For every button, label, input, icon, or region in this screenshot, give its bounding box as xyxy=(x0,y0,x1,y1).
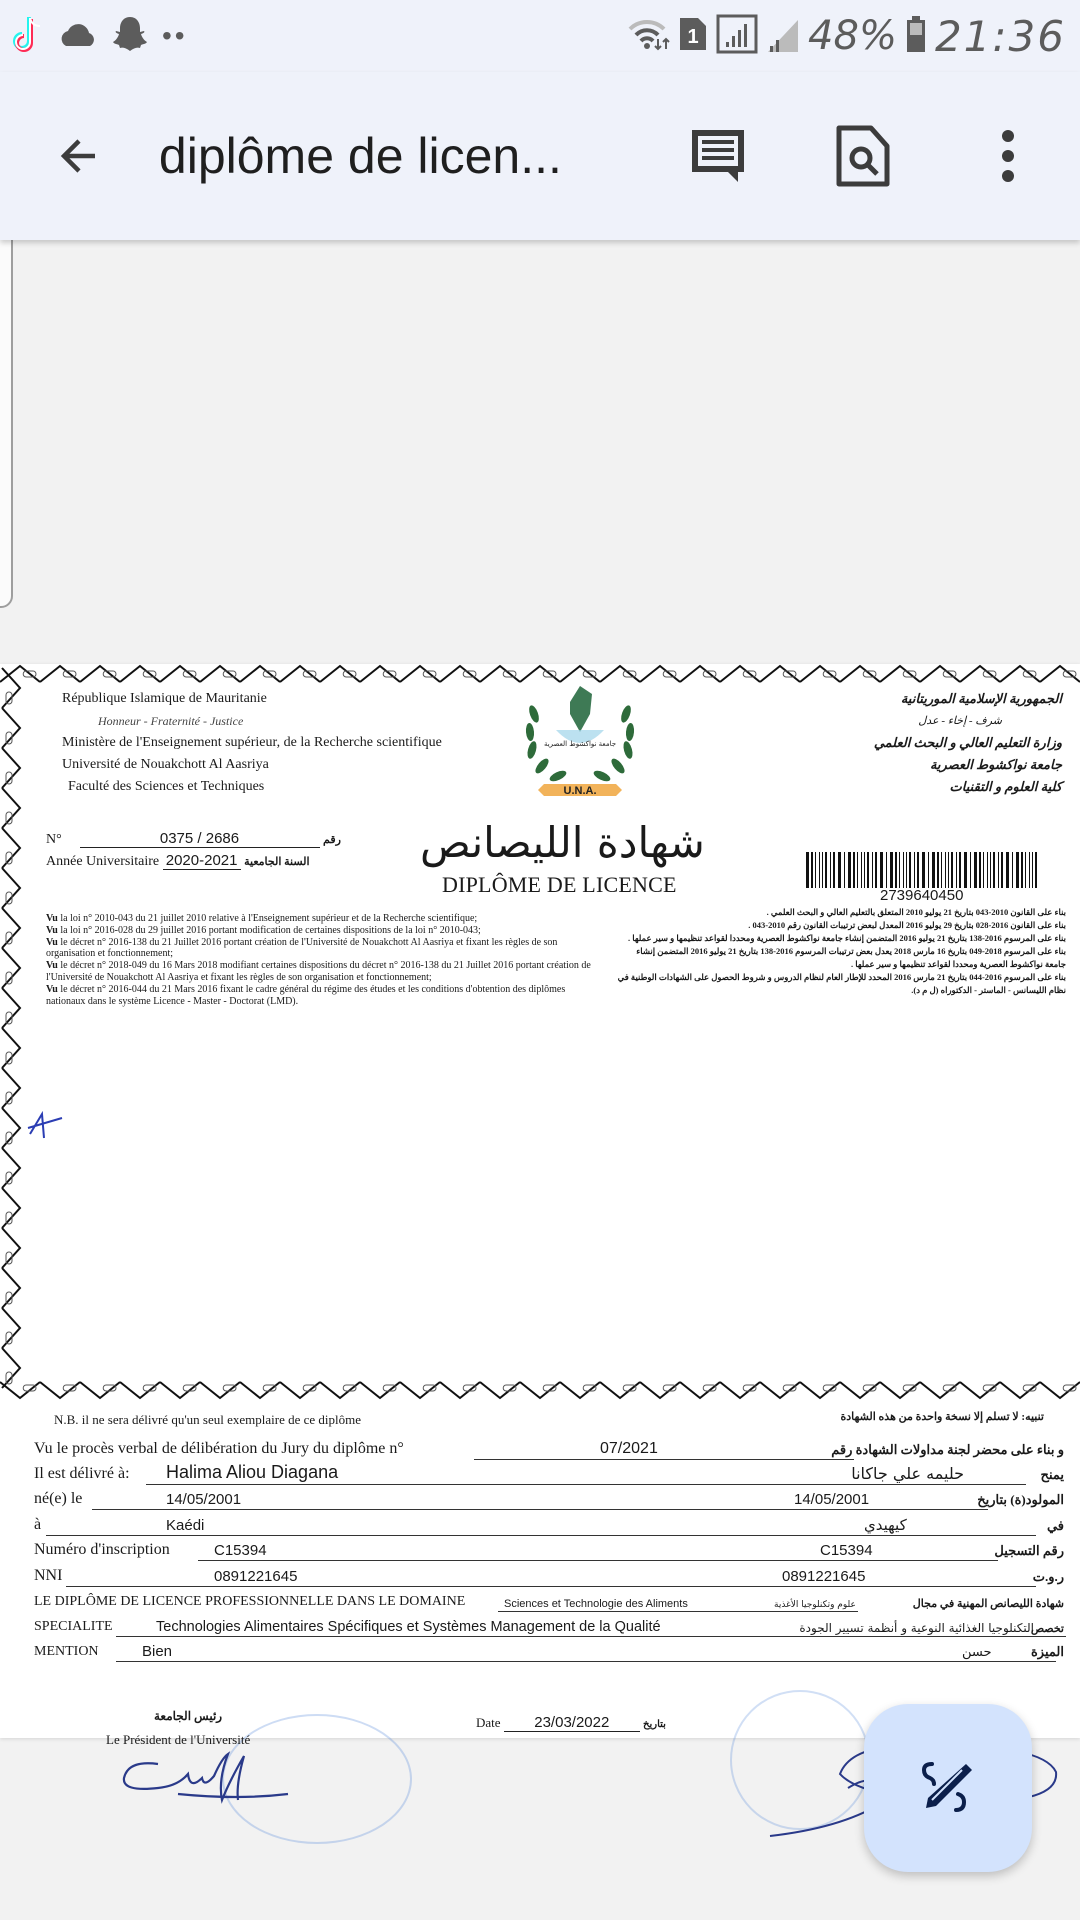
back-arrow-icon xyxy=(55,132,103,180)
speciality-value-fr: Technologies Alimentaires Spécifiques et Systèmes Management de la Qualité xyxy=(156,1619,661,1635)
jury-number: 07/2021 xyxy=(600,1440,658,1457)
document-viewer[interactable] xyxy=(0,240,1080,1920)
border-ornament xyxy=(360,1382,400,1398)
border-ornament xyxy=(2,1268,20,1308)
ornamental-border-top xyxy=(0,664,1080,686)
more-options-button[interactable] xyxy=(935,96,1080,216)
recipient-name-fr: Halima Aliou Diagana xyxy=(166,1462,339,1482)
motto-ar: شرف - إخاء - عدل xyxy=(918,715,1002,727)
barcode-bar xyxy=(1006,852,1009,888)
border-ornament xyxy=(560,1382,600,1398)
barcode-bar xyxy=(819,852,820,888)
barcode-bar xyxy=(970,852,971,888)
country-fr: République Islamique de Mauritanie xyxy=(62,691,267,706)
barcode-bar xyxy=(903,852,904,888)
birth-date-ar: 14/05/2001 xyxy=(794,1491,870,1508)
barcode-bar xyxy=(983,852,984,888)
more-vert-icon xyxy=(998,128,1018,184)
faculty-fr: Faculté des Sciences et Techniques xyxy=(68,779,265,794)
field-registration xyxy=(34,1539,1064,1561)
legal-references-french xyxy=(46,913,606,1007)
university-fr: Université de Nouakchott Al Aasriya xyxy=(62,757,269,772)
barcode-bar xyxy=(886,852,887,888)
jury-label-ar: و بناء على محضر لجنة مداولات الشهادة رقم xyxy=(831,1442,1064,1457)
border-ornament xyxy=(2,668,20,708)
initial-mark-signature xyxy=(26,1112,66,1142)
university-logo xyxy=(520,684,640,802)
faculty-ar: كلية العلوم و التقنيات xyxy=(949,779,1062,794)
barcode-bar xyxy=(895,852,897,888)
academic-year-label-fr: Année Universitaire xyxy=(46,854,160,869)
barcode-bar xyxy=(1016,852,1019,888)
svg-text:جامعة نواكشوط العصرية: جامعة نواكشوط العصرية xyxy=(543,740,617,748)
barcode-bar xyxy=(951,852,953,888)
barcode-bar xyxy=(914,852,915,888)
border-ornament xyxy=(920,1382,960,1398)
footer-note-arabic: تنبيه: لا تسلم إلا نسخة واحدة من هذه الشهادة xyxy=(840,1411,1044,1423)
border-ornament xyxy=(2,908,20,948)
border-ornament xyxy=(2,788,20,828)
barcode-bar xyxy=(1025,852,1026,888)
diploma-title-arabic: شهادة الليصانص xyxy=(420,818,705,867)
barcode-bar xyxy=(909,852,911,888)
border-ornament xyxy=(2,1028,20,1068)
barcode-bar xyxy=(830,852,831,888)
battery-icon xyxy=(905,14,927,59)
barcode-bar xyxy=(928,852,929,888)
birth-date-fr: 14/05/2001 xyxy=(166,1491,242,1508)
barcode-bar xyxy=(1029,852,1030,888)
tiktok-icon xyxy=(14,14,44,59)
academic-year-value: 2020-2021 xyxy=(163,852,241,870)
legal-reference-fr: Vu la loi n° 2016-028 du 29 juillet 2016 portant modification de certaines dispositions de la loi n° 2010-043; xyxy=(46,924,481,936)
app-bar xyxy=(0,72,1080,240)
barcode-bar xyxy=(899,852,900,888)
border-ornament xyxy=(400,1382,440,1398)
president-title-ar: رئيس الجامعة xyxy=(154,1709,223,1723)
find-in-page-icon xyxy=(835,124,891,188)
ornamental-border-left xyxy=(0,668,24,1388)
barcode-bar xyxy=(811,852,813,888)
speciality-label-fr: SPECIALITE xyxy=(34,1619,113,1634)
barcode-bar xyxy=(1032,852,1033,888)
barcode-bar xyxy=(990,852,991,888)
document-page[interactable] xyxy=(0,664,1080,1747)
mention-label-fr: MENTION xyxy=(34,1644,99,1659)
barcode-bar xyxy=(993,852,995,888)
barcode-bar xyxy=(987,852,988,888)
field-jury xyxy=(34,1438,1064,1460)
speciality-value-ar: التكنلوجيا الغذائية النوعية و أنظمة تسيير الجودة xyxy=(799,1621,1034,1635)
barcode-bar xyxy=(937,852,939,888)
diploma-certificate xyxy=(0,378,1080,1747)
border-ornament xyxy=(2,1148,20,1188)
field-birth-date xyxy=(34,1488,1064,1510)
barcode-bar xyxy=(861,852,862,888)
border-ornament xyxy=(2,988,20,1028)
date-row xyxy=(476,1714,666,1732)
signal-sim2-icon xyxy=(766,14,800,59)
barcode-bar xyxy=(806,852,809,888)
jury-label-fr: Vu le procès verbal de délibération du Jury du diplôme n° xyxy=(34,1440,404,1457)
academic-year-label-ar: السنة الجامعية xyxy=(244,856,310,868)
country-ar: الجمهورية الإسلامية الموريتانية xyxy=(900,691,1062,706)
nni-fr: 0891221645 xyxy=(214,1568,298,1585)
date-label-fr: Date xyxy=(476,1715,501,1730)
certificate-number-row xyxy=(46,830,341,848)
legal-references-arabic xyxy=(616,906,1066,997)
barcode-bar xyxy=(959,852,961,888)
barcode-bar xyxy=(979,852,981,888)
border-ornament xyxy=(1040,1382,1080,1398)
barcode-bar xyxy=(822,852,823,888)
president-title-fr: Le Président de l'Université xyxy=(106,1732,251,1747)
border-ornament xyxy=(1000,1382,1040,1398)
barcode-bar xyxy=(825,852,827,888)
barcode-bar xyxy=(857,852,858,888)
registration-label-fr: Numéro d'inscription xyxy=(34,1541,170,1558)
field-speciality xyxy=(34,1615,1064,1637)
svg-text:1: 1 xyxy=(687,25,699,48)
field-nni xyxy=(34,1565,1064,1587)
barcode-bar xyxy=(880,852,883,888)
border-ornament xyxy=(120,1382,160,1398)
clock: 21:36 xyxy=(934,11,1066,61)
barcode-bar xyxy=(890,852,893,888)
certificate-number: 0375 / 2686 xyxy=(80,830,320,848)
footer-note-french: N.B. il ne sera délivré qu'un seul exemplaire de ce diplôme xyxy=(54,1412,362,1427)
barcode-bar xyxy=(1001,852,1003,888)
legal-reference-ar: بناء على القانون 2010-043 بتاريخ 21 يوليو 2010 المتعلق بالتعليم العالي و البحث العلمي . xyxy=(766,907,1066,917)
birth-place-fr: Kaédi xyxy=(166,1517,205,1534)
back-button[interactable] xyxy=(0,72,159,240)
border-ornament xyxy=(200,1382,240,1398)
border-ornament xyxy=(40,1382,80,1398)
legal-reference-fr: Vu la loi n° 2010-043 du 21 juillet 2010 relative à l'Enseignement supérieur et de la Recherche scientifique; xyxy=(46,913,478,924)
barcode-bar xyxy=(875,852,877,888)
battery-percent: 48% xyxy=(808,13,897,59)
legal-reference-fr: Vu le décret n° 2016-138 du 21 Juillet 2016 portant création de l'Université de Nouakchott Al Aasriya et fixant les règles de son organisation et fonctionnement; xyxy=(46,936,558,960)
barcode-number: 2739640450 xyxy=(880,887,964,904)
nni-label-ar: ر.و.ت xyxy=(1032,1569,1064,1584)
number-label-fr: N° xyxy=(46,832,62,847)
barcode-bar xyxy=(906,852,907,888)
barcode-bar xyxy=(948,852,949,888)
domain-label-fr: LE DIPLÔME DE LICENCE PROFESSIONNELLE DANS LE DOMAINE xyxy=(34,1594,466,1609)
barcode-bar xyxy=(917,852,919,888)
signature-date: 23/03/2022 xyxy=(504,1714,640,1732)
birth-place-label-ar: في xyxy=(1046,1518,1064,1533)
border-ornament xyxy=(760,1382,800,1398)
president-signature xyxy=(118,1750,298,1806)
border-ornament xyxy=(280,1382,320,1398)
signal-sim1-icon xyxy=(716,14,758,59)
legal-reference-ar: بناء على القانون 2016-028 بتاريخ 29 يوليو 2016 المعدل لبعض ترتيبات القانون رقم 2010-043 . xyxy=(748,920,1066,930)
border-ornament xyxy=(720,1382,760,1398)
mention-value-ar: حسن xyxy=(962,1645,992,1660)
border-ornament xyxy=(480,1382,520,1398)
legal-reference-ar: بناء على المرسوم 2016-138 بتاريخ 21 يوليو 2016 المتضمن إنشاء جامعة نواكشوط العصرية ومحددا لقواعد تنظيمها و سير عملها . xyxy=(627,933,1066,943)
birth-place-ar: كيهيدي xyxy=(864,1516,907,1534)
barcode-bar xyxy=(932,852,935,888)
barcode-bar xyxy=(864,852,865,888)
diploma-title-french: DIPLÔME DE LICENCE xyxy=(442,872,677,897)
recipient-name-ar: حليمه علي جاكانا xyxy=(851,1464,964,1483)
border-ornament xyxy=(2,948,20,988)
barcode xyxy=(806,852,1040,888)
border-ornament xyxy=(0,1382,40,1398)
border-ornament xyxy=(960,1382,1000,1398)
barcode-bar xyxy=(844,852,845,888)
document-title: diplôme de licen... xyxy=(158,128,562,184)
barcode-bar xyxy=(872,852,873,888)
field-domain xyxy=(34,1590,1064,1612)
barcode-bar xyxy=(833,852,835,888)
border-ornament xyxy=(2,1108,20,1148)
draw-annotate-icon xyxy=(918,1758,978,1818)
border-ornament xyxy=(440,1382,480,1398)
ministry-fr: Ministère de l'Enseignement supérieur, de la Recherche scientifique xyxy=(62,735,442,750)
nni-label-fr: NNI xyxy=(34,1567,63,1584)
border-ornament xyxy=(2,748,20,788)
barcode-bar xyxy=(941,852,942,888)
more-notifications-icon: •• xyxy=(162,20,188,51)
mention-label-ar: الميزة xyxy=(1031,1644,1064,1659)
barcode-bar xyxy=(1021,852,1023,888)
academic-year-row xyxy=(46,852,310,870)
registration-number-fr: C15394 xyxy=(214,1542,267,1559)
border-ornament xyxy=(240,1382,280,1398)
header-arabic xyxy=(874,688,1062,798)
border-ornament xyxy=(80,1382,120,1398)
cloud-icon xyxy=(58,20,98,53)
legal-reference-ar: بناء على المرسوم 2018-049 بتاريخ 16 مارس 2018 يعدل بعض ترتيبات المرسوم 2016-138 بتاريخ 21 يوليو 2016 المتضمن إنشاء جامعة نواكشوط العصرية ومحددا لقواعد تنظيمها و سير عملها . xyxy=(636,946,1066,969)
barcode-bar xyxy=(848,852,851,888)
border-ornament xyxy=(2,1188,20,1228)
recipient-label-ar: يمنح xyxy=(1040,1467,1064,1482)
comments-button[interactable] xyxy=(645,96,790,216)
wifi-icon xyxy=(626,15,670,58)
border-ornament xyxy=(2,828,20,868)
svg-text:U.N.A.: U.N.A. xyxy=(563,785,597,797)
border-ornament xyxy=(680,1382,720,1398)
legal-reference-ar: بناء على المرسوم 2016-044 بتاريخ 21 مارس 2016 المحدد للإطار العام لنظام الدروس و شروط الحصول على الشهادات الوطنية في نظام الليسانس - الماستر - الدكتوراه (ل م د). xyxy=(617,972,1066,995)
birth-place-label-fr: à xyxy=(34,1516,42,1533)
legal-reference-fr: Vu le décret n° 2016-044 du 21 Mars 2016 fixant le cadre général du régime des études et les conditions d'obtention des diplômes nationaux dans le système Licence - Master - Doctorat (LMD). xyxy=(46,983,566,1007)
nni-ar: 0891221645 xyxy=(782,1568,866,1585)
recipient-label-fr: Il est délivré à: xyxy=(34,1465,130,1482)
sim-card-icon xyxy=(678,16,708,57)
border-ornament xyxy=(600,1382,640,1398)
border-ornament xyxy=(520,1382,560,1398)
border-ornament xyxy=(800,1382,840,1398)
barcode-bar xyxy=(945,852,946,888)
border-ornament xyxy=(640,1382,680,1398)
barcode-bar xyxy=(974,852,977,888)
birth-date-label-ar: المولود(ة) بتاريخ xyxy=(977,1492,1064,1507)
barcode-bar xyxy=(922,852,925,888)
barcode-bar xyxy=(867,852,869,888)
annotate-fab-button[interactable] xyxy=(864,1704,1032,1872)
domain-label-ar: شهادة الليصانص المهنية في مجال xyxy=(912,1598,1064,1610)
find-in-page-button[interactable] xyxy=(790,96,935,216)
birth-date-label-fr: né(e) le xyxy=(34,1490,83,1507)
barcode-bar xyxy=(998,852,999,888)
domain-value-ar: علوم وتكنلوجيا الأغذية xyxy=(774,1600,856,1610)
field-recipient xyxy=(34,1463,1064,1485)
border-ornament xyxy=(880,1382,920,1398)
ministry-ar: وزارة التعليم العالي و البحث العلمي xyxy=(873,735,1062,750)
border-ornament xyxy=(2,708,20,748)
field-mention xyxy=(34,1640,1064,1662)
mention-value-fr: Bien xyxy=(142,1643,173,1660)
registration-number-ar: C15394 xyxy=(820,1542,873,1559)
registration-label-ar: رقم التسجيل xyxy=(994,1543,1064,1558)
border-ornament xyxy=(2,868,20,908)
barcode-bar xyxy=(964,852,967,888)
barcode-bar xyxy=(956,852,957,888)
motto-fr: Honneur - Fraternité - Justice xyxy=(98,714,244,728)
header-french xyxy=(62,688,442,798)
snapchat-icon xyxy=(112,14,148,59)
speciality-label-ar: تخصص xyxy=(1030,1623,1064,1635)
domain-value-fr: Sciences et Technologie des Aliments xyxy=(504,1598,688,1610)
barcode-bar xyxy=(1035,852,1037,888)
university-ar: جامعة نواكشوط العصرية xyxy=(929,757,1062,772)
legal-reference-fr: Vu le décret n° 2018-049 du 16 Mars 2018 modifiant certaines dispositions du décret n° 2016-138 du 21 Juillet 2016 portant création de l'Université de Nouakchott Al Aasriya et fixant les règles de son organisation et fonctionnement; xyxy=(46,960,591,983)
comment-icon xyxy=(686,124,750,188)
border-ornament xyxy=(2,1228,20,1268)
border-ornament xyxy=(2,1308,20,1348)
border-ornament xyxy=(320,1382,360,1398)
number-label-ar: رقم xyxy=(323,834,341,846)
field-birth-place xyxy=(34,1514,1064,1536)
barcode-bar xyxy=(853,852,855,888)
border-ornament xyxy=(160,1382,200,1398)
barcode-bar xyxy=(838,852,841,888)
date-label-ar: بتاريخ xyxy=(643,1719,666,1730)
barcode-bar xyxy=(1012,852,1013,888)
border-ornament xyxy=(840,1382,880,1398)
barcode-bar xyxy=(815,852,816,888)
status-bar xyxy=(0,0,1080,72)
border-ornament xyxy=(2,1068,20,1108)
ornamental-border-bottom xyxy=(0,1378,1080,1400)
